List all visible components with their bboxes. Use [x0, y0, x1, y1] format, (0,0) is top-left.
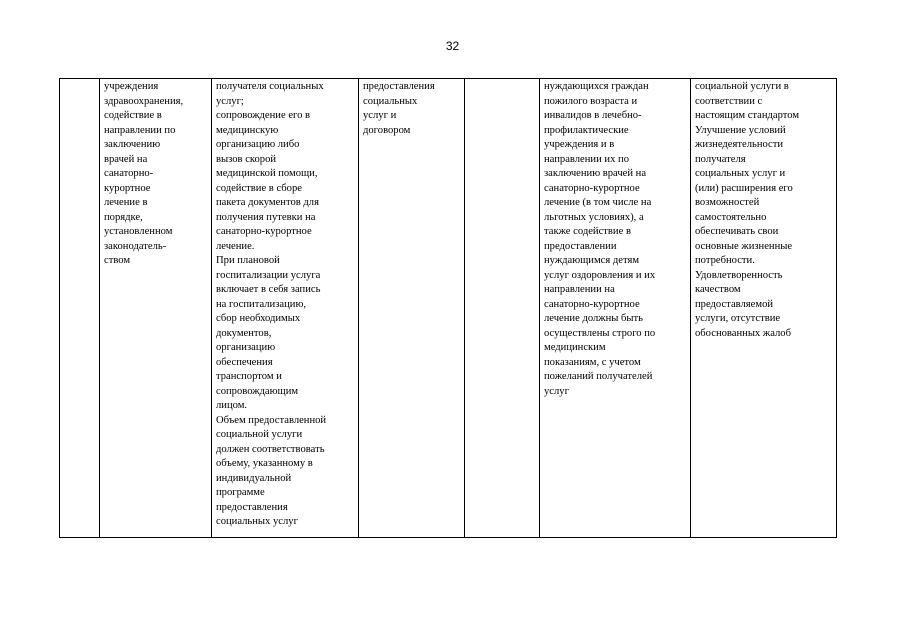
cell-text-line: лечение в — [104, 197, 148, 208]
cell-text-line: услуги, отсутствие — [695, 313, 781, 324]
cell-text-line: медицинскую — [216, 124, 279, 136]
cell-text-line: услуг и — [363, 110, 397, 121]
cell-text-line: соответствии с — [695, 95, 763, 107]
cell-text-line: программе — [216, 487, 265, 498]
cell-text-line: документов, — [216, 327, 272, 339]
cell-text-line: социальной услуги в — [695, 81, 789, 92]
cell-text-line: учреждения и в — [544, 139, 615, 150]
cell-text-line: порядке, — [104, 211, 143, 223]
cell-text-line: санаторно-курортное — [544, 298, 640, 310]
cell-text-line: пожеланий получателей — [544, 371, 653, 382]
cell-text-line: предоставлении — [544, 240, 617, 252]
cell-text-line: сбор необходимых — [216, 313, 301, 324]
cell-text-line: установленном — [104, 226, 173, 237]
cell-text-line: содействие в сборе — [216, 182, 302, 194]
cell-service-name — [100, 79, 212, 538]
cell-text-line: вызов скорой — [216, 153, 277, 165]
cell-text-line: обеспечивать свои — [695, 226, 779, 237]
cell-text-line: жизнедеятельности — [695, 139, 784, 150]
cell-text-line: направлении их по — [544, 153, 629, 165]
cell-text-line: (или) расширения его — [695, 182, 793, 194]
cell-text-line: льготных условиях), а — [544, 211, 644, 223]
cell-text-line: Удовлетворенность — [695, 269, 783, 281]
cell-text-line: пакета документов для — [216, 197, 319, 208]
cell-text-line: санаторно-курортное — [216, 226, 312, 237]
cell-text-line: предоставления — [363, 81, 435, 92]
cell-text-line: инвалидов в лечебно- — [544, 110, 642, 121]
cell-text-line: учреждения — [104, 81, 159, 92]
cell-text-line: направлении на — [544, 284, 615, 295]
cell-text-line: основные жизненные — [695, 240, 793, 252]
cell-text-line: госпитализации услуга — [216, 269, 321, 281]
cell-text-line: индивидуальной — [216, 472, 292, 484]
cell-service-terms — [359, 79, 465, 538]
cell-text-line: качеством — [695, 284, 741, 295]
cell-text-line: заключению — [104, 139, 161, 150]
cell-text-line: социальной услуги — [216, 429, 303, 440]
cell-text-line: настоящим стандартом — [695, 110, 800, 121]
cell-text-line: обоснованных жалоб — [695, 327, 791, 339]
cell-text-line: санаторно- — [104, 168, 154, 179]
cell-text-line: услуг; — [216, 95, 244, 107]
cell-text-line: курортное — [104, 182, 151, 194]
cell-text-line: осуществлены строго по — [544, 327, 656, 339]
cell-text-line: заключению врачей на — [544, 168, 647, 179]
cell-text-line: нуждающихся граждан — [544, 81, 649, 92]
cell-text-line: социальных услуг — [216, 516, 298, 527]
cell-text-line: организацию — [216, 342, 276, 353]
cell-service-description — [212, 79, 359, 538]
cell-text-line: медицинской помощи, — [216, 168, 318, 179]
cell-text-line: обеспечения — [216, 356, 273, 368]
cell-text-line: предоставляемой — [695, 298, 774, 310]
cell-text-line: социальных услуг и — [695, 168, 786, 179]
page-number: 32 — [445, 39, 460, 53]
cell-text-line: лицом. — [216, 400, 248, 411]
cell-text-line: получения путевки на — [216, 211, 316, 223]
cell-text-line: лечение (в том числе на — [544, 197, 652, 208]
cell-text-line: договором — [363, 124, 411, 136]
cell-text-line: содействие в — [104, 110, 162, 121]
cell-text-line: санаторно-курортное — [544, 182, 640, 194]
cell-text-line: лечение должны быть — [544, 313, 644, 324]
cell-text-line: должен соответствовать — [216, 443, 325, 455]
cell-text-line: ством — [104, 255, 131, 266]
cell-text-line: предоставления — [216, 501, 288, 513]
cell-text-line: организацию либо — [216, 139, 300, 150]
cell-text-line: транспортом и — [216, 371, 282, 382]
cell-text-line: Объем предоставленной — [216, 414, 327, 426]
cell-text-line: также содействие в — [544, 226, 631, 237]
table-row — [60, 79, 837, 538]
cell-text-line: социальных — [363, 95, 418, 107]
services-table — [59, 78, 837, 538]
cell-text-line: медицинским — [544, 342, 606, 353]
cell-text-line: потребности. — [695, 255, 755, 266]
cell-empty — [465, 79, 540, 538]
cell-text-line: здравоохранения, — [104, 95, 184, 107]
cell-number — [60, 79, 100, 538]
cell-text-line: сопровождающим — [216, 385, 299, 397]
cell-text-line: сопровождение его в — [216, 110, 311, 121]
cell-text-line: услуг оздоровления и их — [544, 269, 656, 281]
cell-text-line: услуг — [544, 385, 569, 397]
cell-text-line: показаниям, с учетом — [544, 356, 641, 368]
cell-text-line: При плановой — [216, 255, 280, 266]
cell-text-line: объему, указанному в — [216, 458, 313, 469]
cell-text-line: лечение. — [216, 240, 255, 252]
cell-text-line: получателя — [695, 153, 746, 165]
cell-text-line: законодатель- — [104, 240, 167, 252]
cell-text-line: получателя социальных — [216, 81, 324, 92]
cell-text-line: направлении по — [104, 124, 176, 136]
cell-quality-indicators — [540, 79, 691, 538]
cell-text-line: возможностей — [695, 197, 760, 208]
cell-text-line: на госпитализацию, — [216, 298, 307, 310]
cell-text-line: самостоятельно — [695, 211, 767, 223]
cell-text-line: Улучшение условий — [695, 124, 786, 136]
cell-text-line: пожилого возраста и — [544, 95, 638, 107]
cell-text-line: врачей на — [104, 153, 148, 165]
cell-text-line: нуждающимся детям — [544, 255, 640, 266]
cell-text-line: включает в себя запись — [216, 284, 321, 295]
cell-result-evaluation — [691, 79, 837, 538]
cell-text-line: профилактические — [544, 124, 629, 136]
